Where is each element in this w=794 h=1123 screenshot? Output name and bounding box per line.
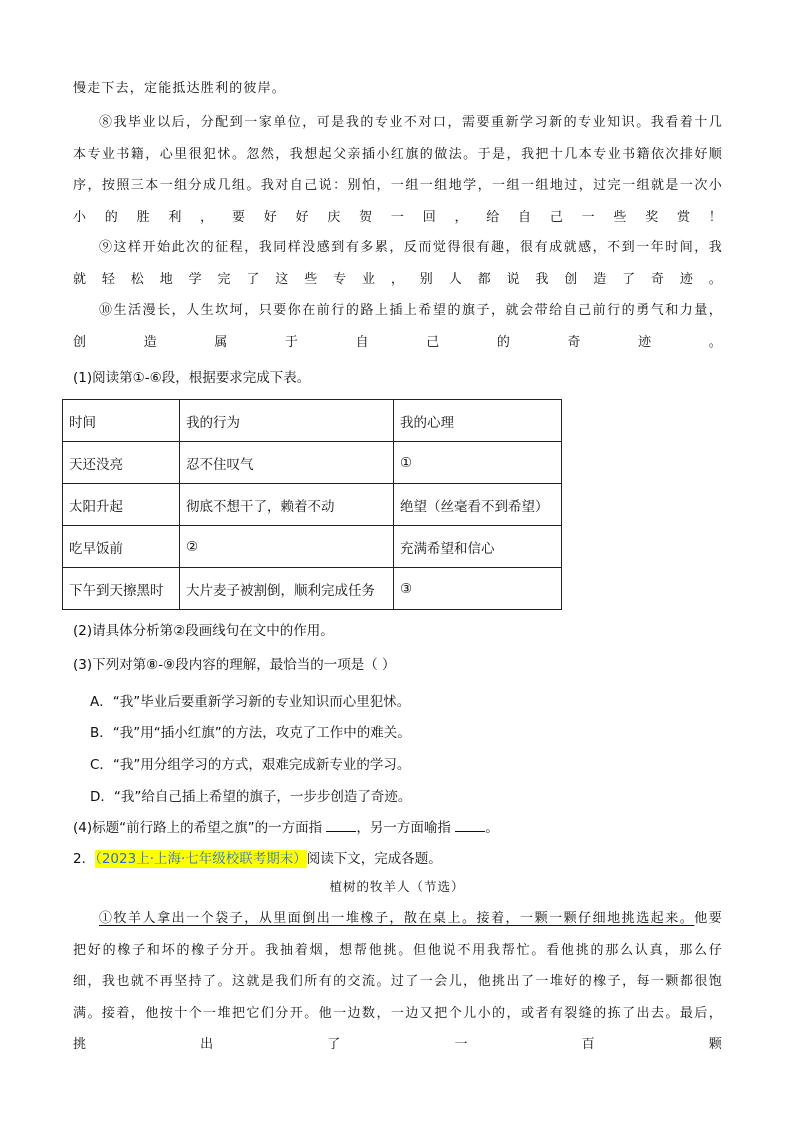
table-cell: 彻底不想干了，赖着不动 [180,484,394,526]
article-title: 植树的牧羊人（节选） [329,879,465,894]
paragraph-text: 他要把好的橡子和坏的橡子分开。我抽着烟，想帮他挑。但他说不用我帮忙。看他挑的那么认真，那么仔细，我也就不再坚持了。这就是我们所有的交流。过了一会儿，他挑出了一堆好的橡子，每一颗都很饱满。接着，他按十个一堆把它们分开。他一边数，一边又把个儿小的，或者有裂缝的拣了出去。最后，挑出了一百颗 [73,911,724,1052]
passage-paragraph-9: ⑨这样开始此次的征程，我同样没感到有多累，反而觉得很有趣，很有成就感，不到一年时间，我就轻松地学完了这些专业，别人都说我创造了奇迹。 [73,240,723,287]
table-row [63,526,562,568]
table-row [63,484,562,526]
article-paragraph-1 [73,903,723,1061]
question-3-prompt: (3)下列对第⑧-⑨段内容的理解，最恰当的一项是（ ） [73,657,396,673]
option-a[interactable]: A．“我”毕业后要重新学习新的专业知识而心里犯怵。 [90,694,411,710]
section-number: 2． [73,851,96,867]
table-cell: 天还没亮 [63,442,180,484]
question-4-part2: ，另一方面喻指 [356,820,451,836]
option-b[interactable]: B．“我”用“插小红旗”的方法，攻克了工作中的难关。 [90,725,411,741]
table-header-row [63,400,562,442]
question-4-part1: (4)标题“前行路上的希望之旗”的一方面指 [73,820,323,836]
table-cell: 下午到天擦黑时 [63,568,180,610]
answer-blank-cell[interactable]: ② [180,526,394,568]
question-2-prompt: (2)请具体分析第②段画线句在文中的作用。 [73,623,334,639]
answer-blank-line[interactable] [326,819,356,832]
answer-blank-line[interactable] [455,819,485,832]
section-instruction: 阅读下文，完成各题。 [306,851,442,867]
passage-paragraph-8: ⑧我毕业以后，分配到一家单位，可是我的专业不对口，需要重新学习新的专业知识。我看着十几本专业书籍，心里很犯怵。忽然，我想起父亲插小红旗的做法。于是，我把十几本专业书籍依次排好顺序，按照三本一组分成几组。我对自己说：别怕，一组一组地学，一组一组地过，过完一组就是一次小小的胜利，要好好庆贺一回，给自己一些奖赏！ [73,115,723,225]
table-cell: 太阳升起 [63,484,180,526]
table-cell: 吃早饭前 [63,526,180,568]
table-cell: 绝望（丝毫看不到希望） [394,484,562,526]
question-4-part3: 。 [485,820,499,836]
table-header-cell: 我的心理 [394,400,562,442]
table-cell: 充满希望和信心 [394,526,562,568]
table-row [63,568,562,610]
source-tag: （2023上·上海·七年级校联考期末） [95,851,307,867]
option-c[interactable]: C．“我”用分组学习的方式，艰难完成新专业的学习。 [90,757,411,773]
passage-paragraph-10: ⑩生活漫长，人生坎坷，只要你在前行的路上插上希望的旗子，就会带给自己前行的勇气和力量，创造属于自己的奇迹。 [73,303,723,350]
section-2-header [73,847,442,867]
underlined-sentence: ①牧羊人拿出一个袋子，从里面倒出一堆橡子，散在桌上。接着，一颗一颗仔细地挑选起来。 [99,911,695,926]
table-cell: 忍不住叹气 [180,442,394,484]
table-header-cell: 时间 [63,400,180,442]
table-header-cell: 我的行为 [180,400,394,442]
answer-table [62,399,562,610]
table-row [63,442,562,484]
option-d[interactable]: D．“我”给自己插上希望的旗子，一步步创造了奇迹。 [90,789,412,805]
answer-blank-cell[interactable]: ① [394,442,562,484]
answer-blank-cell[interactable]: ③ [394,568,562,610]
passage-paragraph-end: 慢走下去，定能抵达胜利的彼岸。 [73,81,287,96]
question-4-prompt [73,816,499,836]
table-cell: 大片麦子被割倒，顺利完成任务 [180,568,394,610]
question-1-prompt: (1)阅读第①-⑥段，根据要求完成下表。 [73,370,311,386]
